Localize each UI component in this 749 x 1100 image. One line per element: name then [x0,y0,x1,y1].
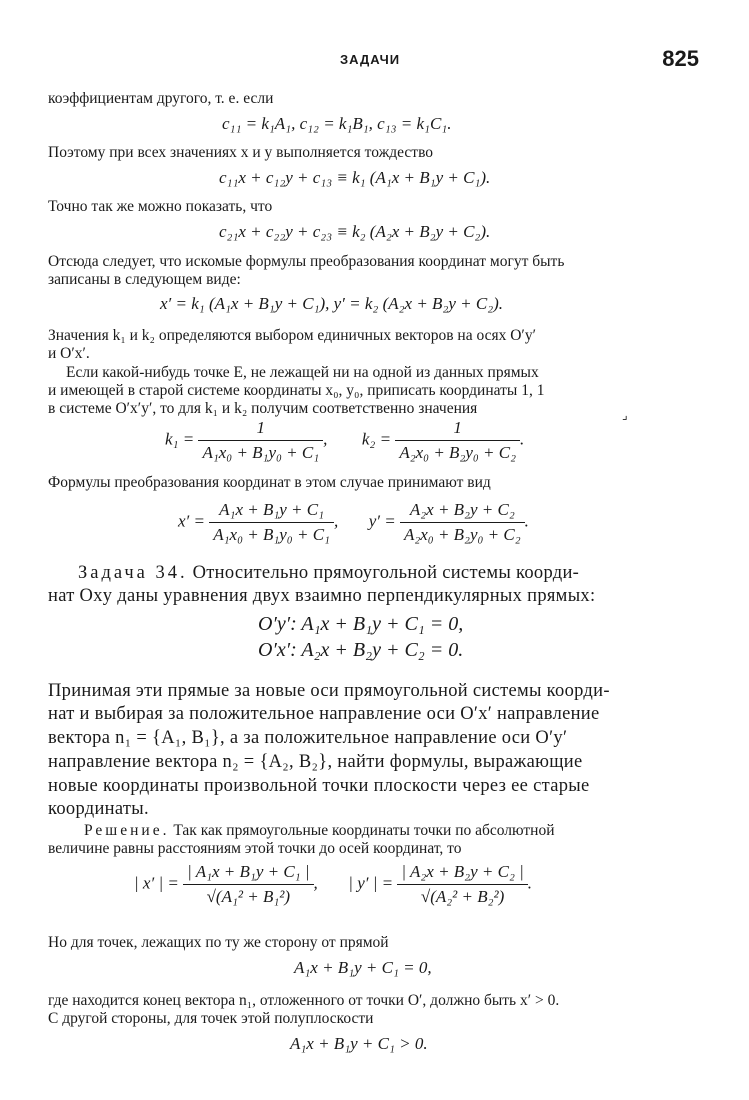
problem-text-line: вектора n₁ = {A₁, B₁}, а за положительное направление оси O′y′ [48,728,568,748]
formula-transform: x′ = k₁ (A₁x + B₁y + C₁), y′ = k₂ (A₂x + B₂y + C₂). [160,294,504,313]
text-line: Формулы преобразования координат в этом случае принимают вид [48,474,491,491]
x-fraction [209,500,334,545]
y-numerator: A₂x + B₂y + C₂ [400,500,525,523]
abs-y-denominator: √(A₂² + B₂²) [420,887,505,906]
k1-lhs: k₁ = [165,429,195,449]
formula-transform-final [178,500,529,545]
abs-separator: , [313,873,318,893]
abs-x-denominator: √(A₁² + B₁²) [206,887,290,906]
text-line: С другой стороны, для точек этой полуплоскости [48,1010,374,1027]
k2-numerator: 1 [395,418,520,441]
text-line: и имеющей в старой системе координаты x₀, y₀, приписать координаты 1, 1 [48,382,545,399]
line-equation-oy: O′y′: A₁x + B₁y + C₁ = 0, [258,613,464,635]
abs-y-fraction [397,862,527,907]
formula-line-equation: A₁x + B₁y + C₁ = 0, [294,958,432,977]
text-line: Точно так же можно показать, что [48,198,273,215]
problem-text-line: Принимая эти прямые за новые оси прямоугольной системы коорди- [48,681,610,701]
margin-mark-icon: ⌟ [622,408,628,422]
k-end: . [520,429,525,449]
k1-fraction [198,418,323,463]
x-lhs: x′ = [178,511,205,531]
y-denominator: A₂x₀ + B₂y₀ + C₂ [403,525,521,544]
text-line: величине равны расстояниям этой точки до осей координат, то [48,840,462,857]
x-denominator: A₁x₀ + B₁y₀ + C₁ [213,525,330,544]
k2-fraction [395,418,520,463]
page-header [0,46,749,76]
xy-end: . [524,511,529,531]
k1-denominator: A₁x₀ + B₁y₀ + C₁ [202,443,320,462]
y-lhs: y′ = [368,511,396,531]
line-equation-ox: O′x′: A₂x + B₂y + C₂ = 0. [258,639,464,661]
text-line: и O′x′. [48,345,90,362]
problem-text-line: нат и выбирая за положительное направление оси O′x′ направление [48,704,600,724]
running-title: ЗАДАЧИ [340,52,401,67]
formula-coefficients: c₁₁ = k₁A₁, c₁₂ = k₁B₁, c₁₃ = k₁C₁. [222,114,452,133]
k1-numerator: 1 [198,418,323,441]
solution-label: Решение. [84,822,170,839]
abs-x-lhs: | x′ | = [134,873,179,893]
text-line: Значения k₁ и k₂ определяются выбором единичных векторов на осях O′y′ [48,327,536,344]
problem-text: Относительно прямоугольной системы коорди- [192,563,580,583]
text-line: Но для точек, лежащих по ту же сторону от прямой [48,934,389,951]
solution-text: Так как прямоугольные координаты точки по абсолютной [173,822,555,839]
problem-label: Задача 34. [78,563,188,583]
text-line: Поэтому при всех значениях x и y выполняется тождество [48,144,434,161]
text-line: где находится конец вектора n₁, отложенного от точки O′, должно быть x′ > 0. [48,992,560,1009]
formula-abs-coordinates [134,862,532,907]
formula-identity-2: c₂₁x + c₂₂y + c₂₃ ≡ k₂ (A₂x + B₂y + C₂). [219,222,491,241]
k-separator: , [323,429,328,449]
abs-y-lhs: | y′ | = [348,873,394,893]
abs-end: . [527,873,533,893]
abs-y-numerator: | A₂x + B₂y + C₂ | [397,862,527,885]
k2-lhs: k₂ = [361,429,392,449]
solution-heading-line [84,822,698,840]
xy-separator: , [333,511,339,531]
page-number: 825 [662,46,699,71]
problem-heading-line [78,562,698,584]
k2-denominator: A₂x₀ + B₂y₀ + C₂ [399,443,517,462]
abs-x-numerator: | A₁x + B₁y + C₁ | [183,862,313,885]
problem-text-line: направление вектора n₂ = {A₂, B₂}, найти формулы, выражающие [48,752,583,772]
formula-k-values [165,418,524,463]
problem-text-line: нат Oxy даны уравнения двух взаимно перпендикулярных прямых: [48,586,596,606]
problem-text-line: координаты. [48,799,149,819]
text-line: Если какой-нибудь точке E, не лежащей ни на одной из данных прямых [66,364,539,381]
formula-half-plane: A₁x + B₁y + C₁ > 0. [290,1034,428,1053]
text-line: в системе O′x′y′, то для k₁ и k₂ получим соответственно значения [48,400,478,417]
text-line: коэффициентам другого, т. е. если [48,90,274,107]
x-numerator: A₁x + B₁y + C₁ [209,500,334,523]
y-fraction [400,500,525,545]
problem-text-line: новые координаты произвольной точки плоскости через ее старые [48,776,590,796]
formula-identity-1: c₁₁x + c₁₂y + c₁₃ ≡ k₁ (A₁x + B₁y + C₁). [219,168,491,187]
abs-x-fraction [183,862,313,907]
text-line: записаны в следующем виде: [48,271,241,288]
text-line: Отсюда следует, что искомые формулы преобразования координат могут быть [48,253,565,270]
